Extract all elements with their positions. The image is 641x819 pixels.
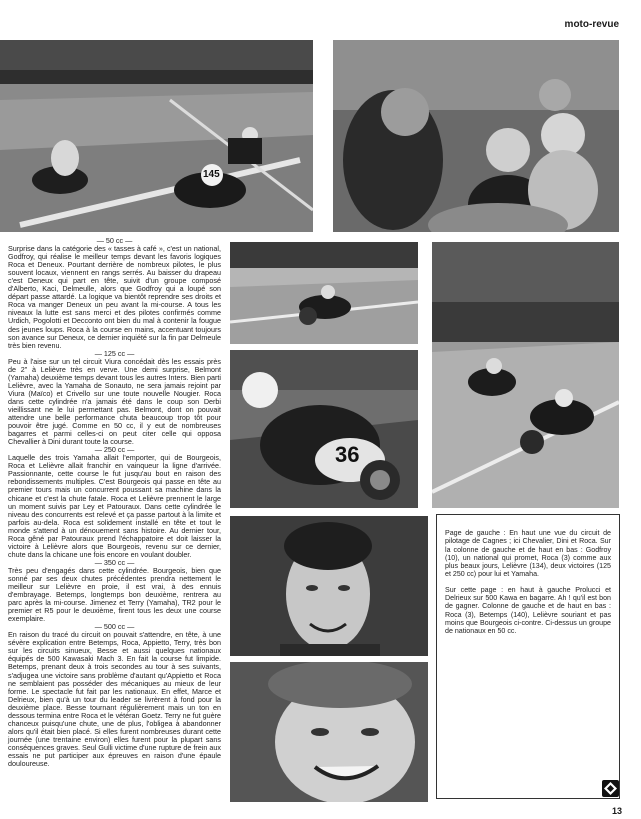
- section-350cc-heading: — 350 cc —: [94, 557, 135, 567]
- race-report-column: [8, 237, 221, 805]
- masthead: moto-revue: [564, 19, 619, 30]
- photo-caption-box: [436, 514, 620, 799]
- page-number: 13: [612, 806, 623, 816]
- section-50cc-heading: — 50 cc —: [96, 236, 133, 245]
- caption-left-page: Page de gauche : En haut une vue du circuit de pilotage de Cagnes ; ici Chevalier, Dini et Roca. Sur la colonne de gauche et de haut en bas : Godfroy (10), un national qui promet, Roca (3) comme aux plus beaux jours, Lelièvre (134), deux victoires (125 et 250 cc) pour lui et Yamaha.: [445, 529, 611, 579]
- section-125cc-heading: — 125 cc —: [94, 348, 135, 358]
- race-number-label: 145: [203, 169, 220, 180]
- section-500cc-text: En raison du tracé du circuit on pouvait s'attendre, en tête, à une sévère explication entre Betemps, Roca, Appietto, Terry, très bon sur les circuits sinueux, Besse et aussi quelques nationaux équipés de 500 Kawasaki Mach 3. En fait la course fut limpide. Betemps, prenant deux à trois secondes au tour à ses suivants, s'adjugea une victoire sans problème d'autant qu'Appietto et Roca ne semblaient pas posséder des mécaniques au mieux de leur forme. Le spectacle fut fait par les nationaux. En effet, Marce et Delrieux, bien qu'à un tour du leader se livrèrent à fond pour la deuxième place. Besse tournant régulièrement mais un ton en dessous termina entre Roca et le vétéran Goetz. Terry ne fut guère chanceux puisqu'une chute, une de plus, l'obligea à abandonner alors qu'il était bien placé. Si elles furent nombreuses durant cette journée (une trentaine environ) elles furent pour la plupart sans conséquences graves. Seul Gulli victime d'une rupture de frein aux essais ne put participer aux épreuves en raison d'une épaule douloureuse.: [8, 630, 221, 769]
- section-500cc-heading: — 500 cc —: [94, 622, 135, 632]
- winners-photo-top-right: [333, 40, 619, 232]
- race-photo-top-left: [0, 40, 313, 232]
- section-250cc-heading: — 250 cc —: [94, 445, 135, 455]
- magazine-logo-icon: [602, 780, 619, 797]
- section-350cc-text: Très peu d'engagés dans cette cylindrée. Bourgeois, bien que sonné par ses deux chutes précédentes prendra nettement le meilleur sur Lelièvre en proie, il est vrai, à des ennuis d'embrayage. Betemps, longtemps bon deuxième, rentrera au parc après la mi-course. Jimenez et Terry (Yamaha), TR2 pour le premier et R5 pour le deuxième, firent tous les deux une course exemplaire.: [8, 565, 221, 624]
- section-125cc-text: Peu à l'aise sur un tel circuit Viura concédait dès les essais près de 2" à Lelièvre très en verve. Une demi surprise, Belmont (Yamaha) deuxième temps devant tous les autres Inters. Bien parti Lelièvre, avec la Yamaha de Sonauto, ne sera jamais rejoint par Viura (Maïco) et Crivello sur une toute nouvelle Nougier. Roca dans cette cylindrée n'a jamais été dans le coup son Derbi vieillissant ne le lui permettant pas. Belmont, dont on pouvait attendre une belle performance chuta beaucoup trop tôt pour pouvoir être jugé. Comme en 50 cc, il y eut de nombreuses bagarres et parmi celles-ci on peut citer celle qui opposa Chevallier à Dini durant toute la course.: [8, 356, 221, 447]
- race-photo-middle-large: [230, 350, 418, 508]
- portrait-photo-upper: [230, 516, 428, 656]
- portrait-photo-lower: [230, 662, 428, 802]
- race-number-label: 36: [335, 442, 360, 467]
- section-50cc-text: Surprise dans la catégorie des « tasses à café », c'est un national, Godfroy, qui réalise le meilleur temps devant les favoris logiques Roca et Deneux. Pourtant derrière de nombreux pilotes, le plus souvent locaux, viennent en rangs serrés. Au baisser du drapeau c'est Deneux qui part en tête, suivit d'un groupe composé d'Alberto, Kaci, Delmeulle, alors que Godfroy qui a loupé son départ passe attardé. La logique va bientôt reprendre ses droits et Roca va manger Deneux un peu avant la mi-course. A tous les niveaux la lutte est sans merci et des pilotes confirmés comme Urdich, Pogolotti et Decconto ont bien du mal à contenir la fougue des jeunes loups. Roca à la course en mains, accentuant toujours son avance sur Deneux, ce dernier inquiété sur la fin par Delmeule très bien revenu.: [8, 244, 221, 350]
- section-250cc-text: Laquelle des trois Yamaha allait l'emporter, qui de Bourgeois, Roca et Lelièvre allait franchir en vainqueur la ligne d'arrivée. Passionnante, cette course le fut jusqu'au bout en raison des rebondissements multiples. C'est Bourgeois qui passe en tête au premier tours mais un concurrent poussant sa machine dans la chicane et c'est la chute fatale. Roca et Lelièvre prennent le large un moment suivis par Ley et Patouraux. Dans cette cylindrée le niveau des concurrents est relevé et ça passe partout à la limite et parfois au-dela. Roca est solidement installé en tête et tout le monde s'attend à un dénouement sans histoire. Au dernier tour, Roca gêné par Patouraux prend l'échappatoire et doit laisser la victoire à Lelièvre alors que Bourgeois, revenu sur ce dernier, chute dans la chicane une fois encore en voulant doubler.: [8, 453, 221, 559]
- race-photo-middle-small: [230, 242, 418, 344]
- caption-this-page: Sur cette page : en haut à gauche Prolucci et Delrieux sur 500 Kawa en bagarre. Ah ! qu'il est bon de gagner. Colonne de gauche et de haut en bas : Roca (3), Betemps (140), Lelièvre souriant et pas moins que Bourgeois ci-contre. Ci-dessus un groupe de nationaux en 50 cc.: [445, 585, 611, 636]
- race-photo-right: [432, 242, 619, 508]
